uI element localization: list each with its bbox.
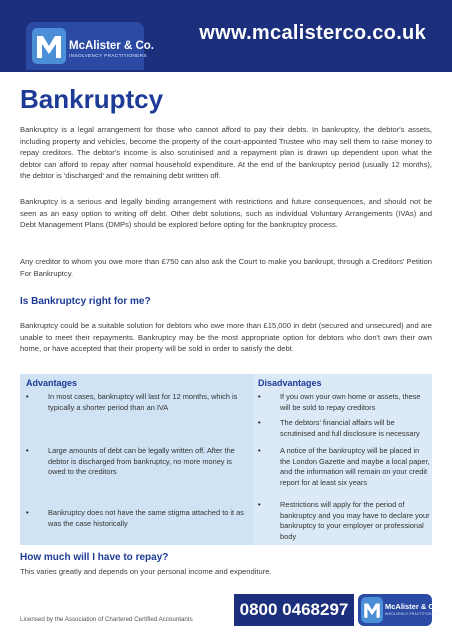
intro-paragraph-3: Any creditor to whom you owe more than £750 can also ask the Court to make you bankrupt, through a Creditors' Petition For Bankruptcy.	[20, 257, 432, 278]
section-heading-right-for-me: Is Bankruptcy right for me?	[20, 296, 151, 307]
advantage-item: • In most cases, bankruptcy will last for 12 months, which is typically a shorter period than an IVA	[26, 392, 238, 412]
disadvantage-item: • The debtors' financial affairs will be scrutinised and full disclosure is necessary	[258, 418, 420, 438]
advantage-item: • Bankruptcy does not have the same stigma attached to it as was the case historically	[26, 508, 244, 528]
repay-paragraph: This varies greatly and depends on your personal income and expenditure.	[20, 567, 272, 576]
disadvantage-item: • A notice of the bankruptcy will be placed in the London Gazette and maybe a local paper, and the information will remain on your credit report for at least six years	[258, 446, 430, 487]
disadvantage-item: • If you own your own home or assets, these will be sold to repay creditors	[258, 392, 421, 412]
logo-name: McAlister & Co.	[69, 40, 154, 52]
logo-tagline: INSOLVENCY PRACTITIONERS	[69, 54, 147, 59]
advantages-heading: Advantages	[26, 378, 78, 388]
footer-logo-tagline: INSOLVENCY PRACTITIONERS	[385, 612, 440, 616]
logo-mark-icon	[361, 597, 383, 623]
intro-paragraph-2: Bankruptcy is a serious and legally binding arrangement with restrictions and future consequences, and should not be seen as an easy option to writing off debt. Other debt solutions, such as individual Voluntary Arrangements (IVAs) and Debt Management Plans (DMPs) should be explored before opting for the bankruptcy process.	[20, 197, 432, 229]
disadvantage-item: • Restrictions will apply for the period of bankruptcy and you may have to declare your bankruptcy to your employer or professional body	[258, 500, 430, 541]
footer-logo-name: McAlister & Co.	[385, 602, 441, 611]
right-for-me-paragraph: Bankruptcy could be a suitable solution for debtors who owe more than £15,000 in debt (secured and unsecured) and are unable to meet their repayments. Bankruptcy may be the most appropriate option for debtors who don't own their own home, or have accepted that their property will be sold in order to satisfy the debt.	[20, 321, 432, 353]
intro-paragraph-1: Bankruptcy is a legal arrangement for those who cannot afford to pay their debts. In bankruptcy, the debtor's assets, including property and vehicles, become the property of the court-appointed Trustee who may sell them to raise money to repay creditors. The debtor's income is also scrutinised and a repayment plan is drawn up dependent upon what the debtor can afford to repay after normal household expenditure. At the end of the bankruptcy period (usually 12 months), the debtor is 'discharged' and the remaining debt written off.	[20, 125, 432, 180]
license-note: Licensed by the Association of Chartered Certified Accountants	[20, 616, 193, 623]
logo-mark-icon	[32, 28, 66, 64]
company-logo[interactable]	[26, 22, 154, 70]
website-link[interactable]: www.mcalisterco.co.uk	[199, 22, 426, 44]
page-title: Bankruptcy	[20, 84, 164, 114]
phone-number[interactable]: 0800 0468297	[234, 594, 354, 626]
footer-logo[interactable]	[358, 594, 441, 626]
disadvantages-heading: Disadvantages	[258, 378, 322, 388]
section-heading-repay: How much will I have to repay?	[20, 552, 169, 563]
advantage-item: • Large amounts of debt can be legally written off. After the debtor is discharged from bankruptcy, no more money is owed to the creditors	[26, 446, 235, 477]
